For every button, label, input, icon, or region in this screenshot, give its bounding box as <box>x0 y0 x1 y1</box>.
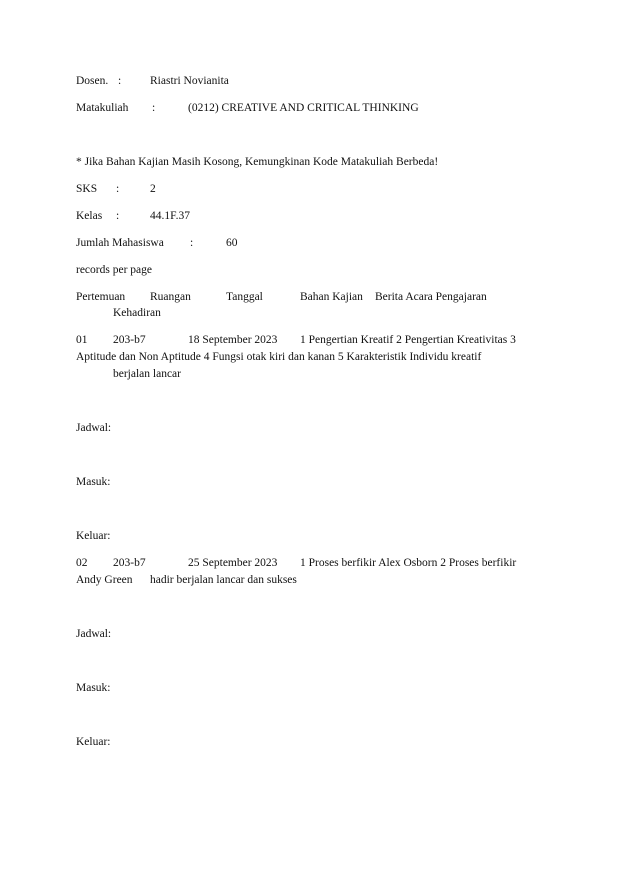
row-2-pertemuan: 02 <box>76 557 88 569</box>
dosen-separator: : <box>118 75 122 87</box>
kelas-value: 44.1F.37 <box>150 210 190 222</box>
column-header-berita-acara: Berita Acara Pengajaran <box>375 291 487 303</box>
row-1-berita-acara: berjalan lancar <box>113 368 181 380</box>
row-1-pertemuan: 01 <box>76 334 88 346</box>
row-2-keluar-label: Keluar: <box>76 736 111 748</box>
column-header-pertemuan: Pertemuan <box>76 291 126 303</box>
row-2-masuk-label: Masuk: <box>76 682 111 694</box>
row-1-keluar-label: Keluar: <box>76 530 111 542</box>
kelas-label: Kelas <box>76 210 103 222</box>
row-1-bahan-kajian-line2: Aptitude dan Non Aptitude 4 Fungsi otak kiri dan kanan 5 Karakteristik Individu kreatif <box>76 351 482 363</box>
kelas-separator: : <box>116 210 120 222</box>
row-2-ruangan: 203-b7 <box>113 557 146 569</box>
notice-text: * Jika Bahan Kajian Masih Kosong, Kemungkinan Kode Matakuliah Berbeda! <box>76 156 439 168</box>
jumlah-mahasiswa-separator: : <box>190 237 194 249</box>
row-2-bahan-kajian-line2: Andy Green <box>76 574 133 586</box>
row-2-berita-acara: hadir berjalan lancar dan sukses <box>150 574 297 586</box>
row-1-jadwal-label: Jadwal: <box>76 422 112 434</box>
dosen-value: Riastri Novianita <box>150 75 229 87</box>
row-2-bahan-kajian-line1: 1 Proses berfikir Alex Osborn 2 Proses berfikir <box>300 557 517 569</box>
matakuliah-separator: : <box>152 102 156 114</box>
row-1-masuk-label: Masuk: <box>76 476 111 488</box>
sks-value: 2 <box>150 183 156 195</box>
jumlah-mahasiswa-label: Jumlah Mahasiswa <box>76 237 164 249</box>
sks-label: SKS <box>76 183 98 195</box>
row-1-ruangan: 203-b7 <box>113 334 146 346</box>
row-2-jadwal-label: Jadwal: <box>76 628 112 640</box>
records-per-page-label: records per page <box>76 264 152 276</box>
jumlah-mahasiswa-value: 60 <box>226 237 238 249</box>
column-header-ruangan: Ruangan <box>150 291 191 303</box>
column-header-tanggal: Tanggal <box>226 291 263 303</box>
dosen-label: Dosen. <box>76 75 109 87</box>
sks-separator: : <box>116 183 120 195</box>
column-header-kehadiran: Kehadiran <box>113 307 161 319</box>
row-1-tanggal: 18 September 2023 <box>188 334 278 346</box>
matakuliah-label: Matakuliah <box>76 102 129 114</box>
row-2-tanggal: 25 September 2023 <box>188 557 278 569</box>
column-header-bahan-kajian: Bahan Kajian <box>300 291 363 303</box>
matakuliah-value: (0212) CREATIVE AND CRITICAL THINKING <box>188 102 419 114</box>
row-1-bahan-kajian-line1: 1 Pengertian Kreatif 2 Pengertian Kreativitas 3 <box>300 334 516 346</box>
